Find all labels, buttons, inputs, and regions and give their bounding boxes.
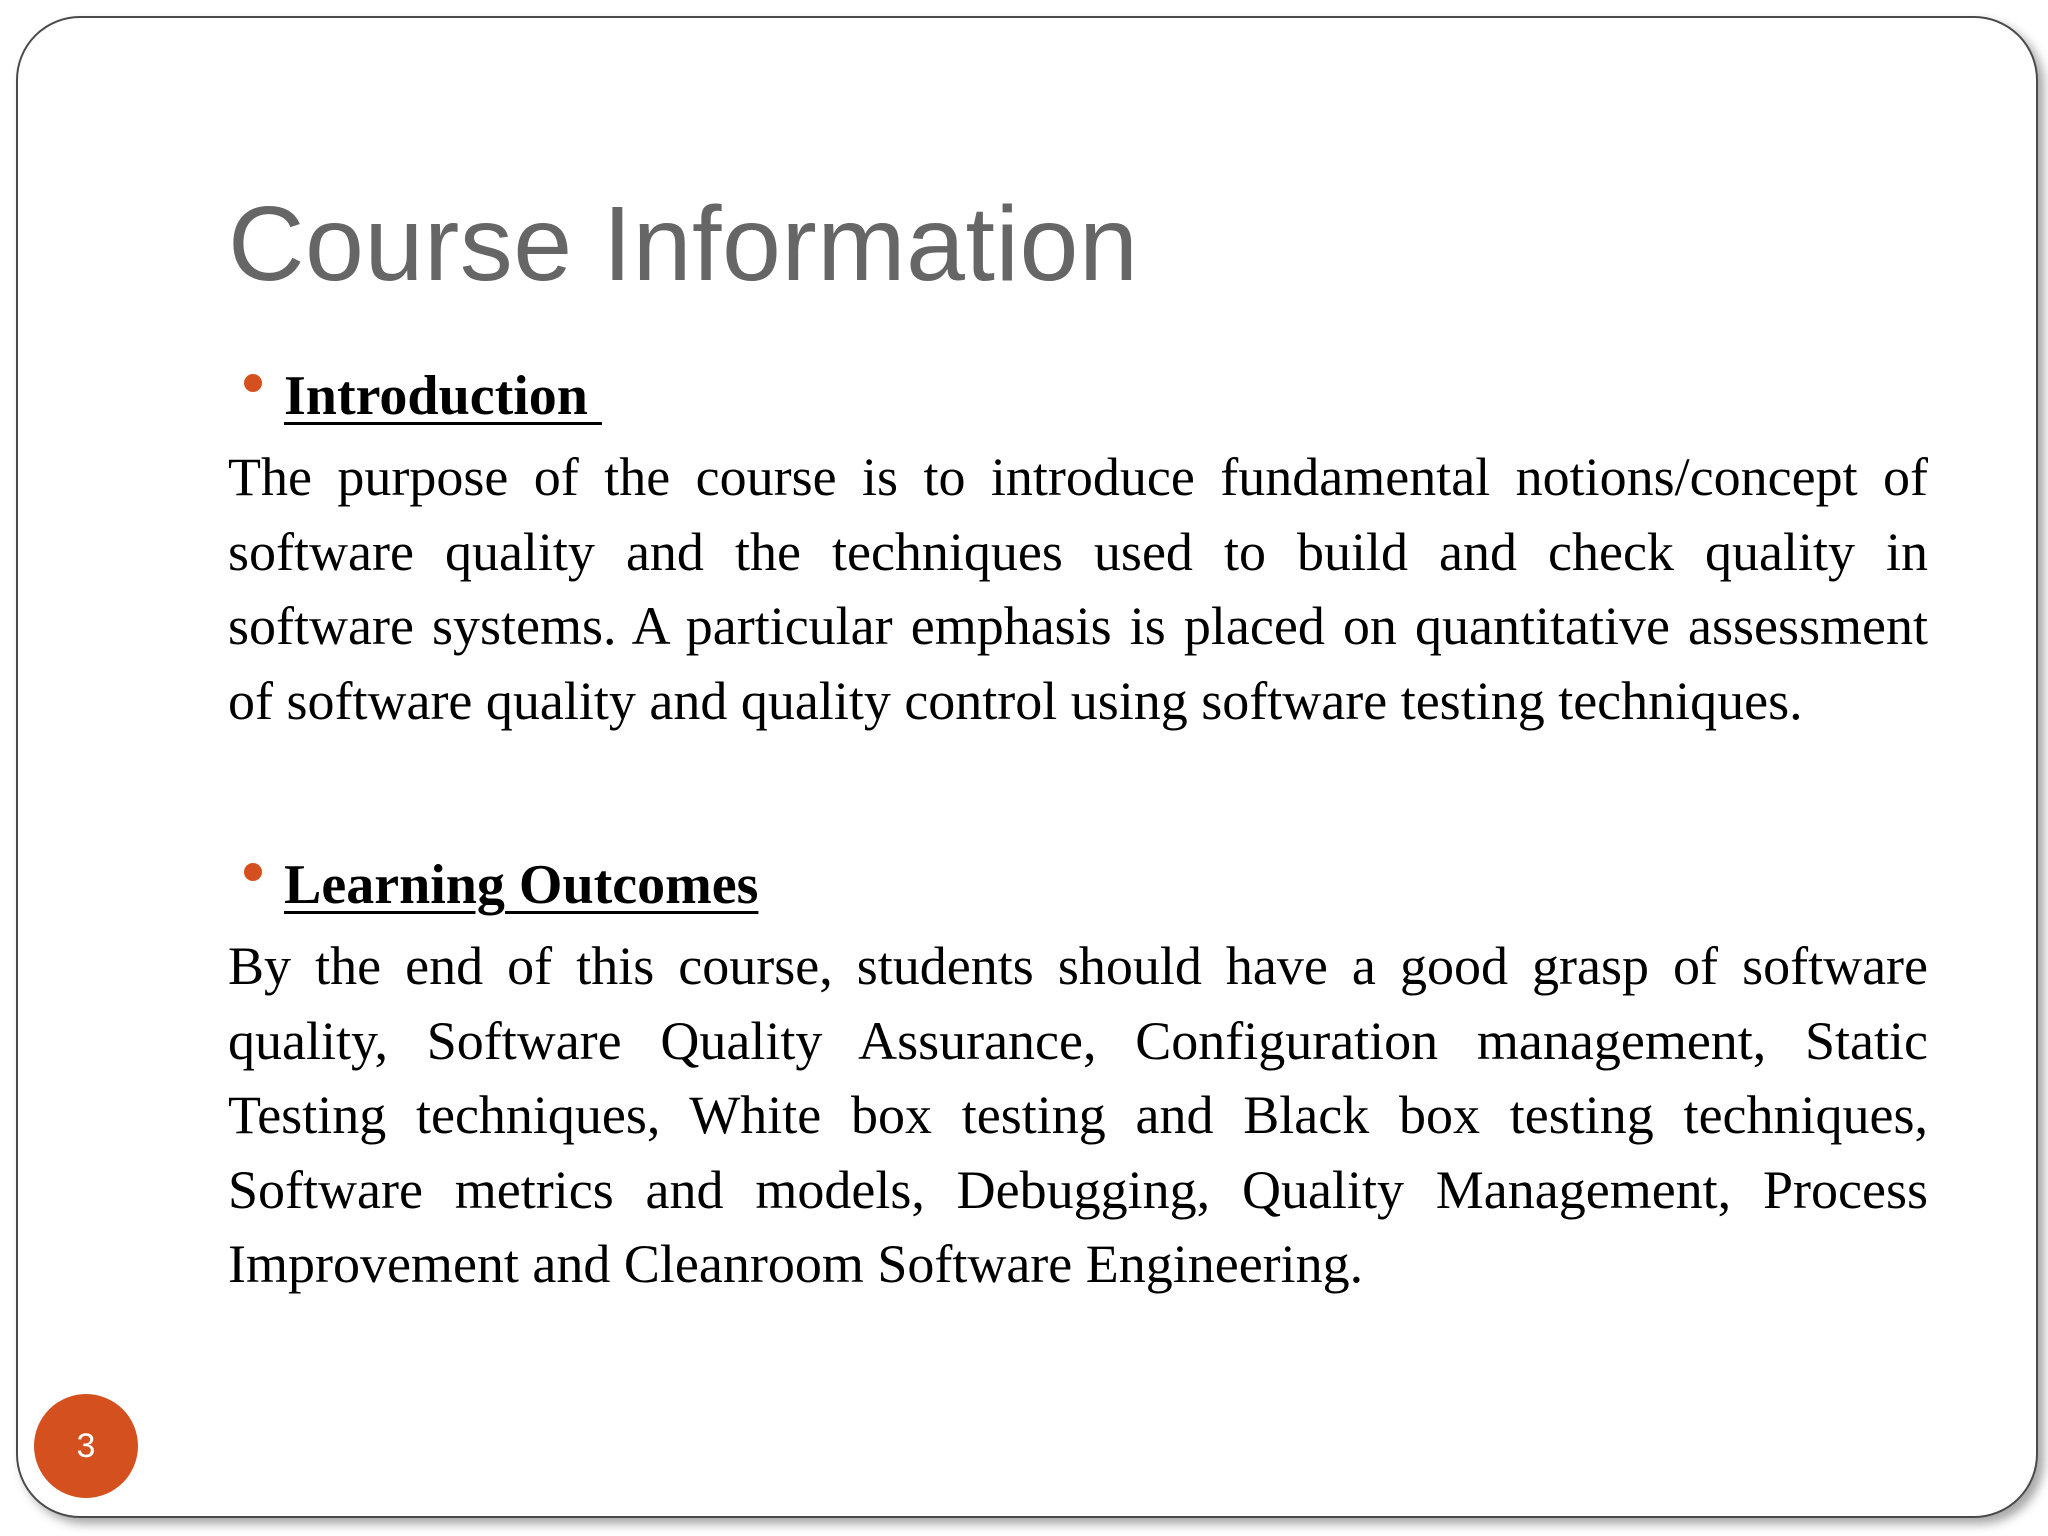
learning-outcomes-paragraph: By the end of this course, students should have a good grasp of software quality, Software Quality Assurance, Configuration management, Static Testing techniques, White box testing and Black box testing techniques, Software metrics and models, Debugging, Quality Management, Process Improvement and Cleanroom Software Engineering. xyxy=(228,936,1928,1294)
bullet-dot-icon xyxy=(244,374,262,392)
introduction-heading: Introduction xyxy=(284,365,602,427)
page-number-badge: 3 xyxy=(34,1394,138,1498)
learning-outcomes-section xyxy=(228,845,1928,1302)
slide xyxy=(16,16,2038,1518)
introduction-paragraph: The purpose of the course is to introduce fundamental notions/concept of software quality and the techniques used to build and check quality in software systems. A particular emphasis is placed on quantitative assessment of software quality and quality control using software testing techniques. xyxy=(228,447,1928,731)
introduction-heading-row xyxy=(228,356,1928,436)
learning-outcomes-heading: Learning Outcomes xyxy=(284,854,759,916)
bullet-dot-icon xyxy=(244,863,262,881)
learning-outcomes-heading-row xyxy=(228,845,1928,925)
slide-title: Course Information xyxy=(228,185,1139,303)
introduction-section xyxy=(228,356,1928,738)
